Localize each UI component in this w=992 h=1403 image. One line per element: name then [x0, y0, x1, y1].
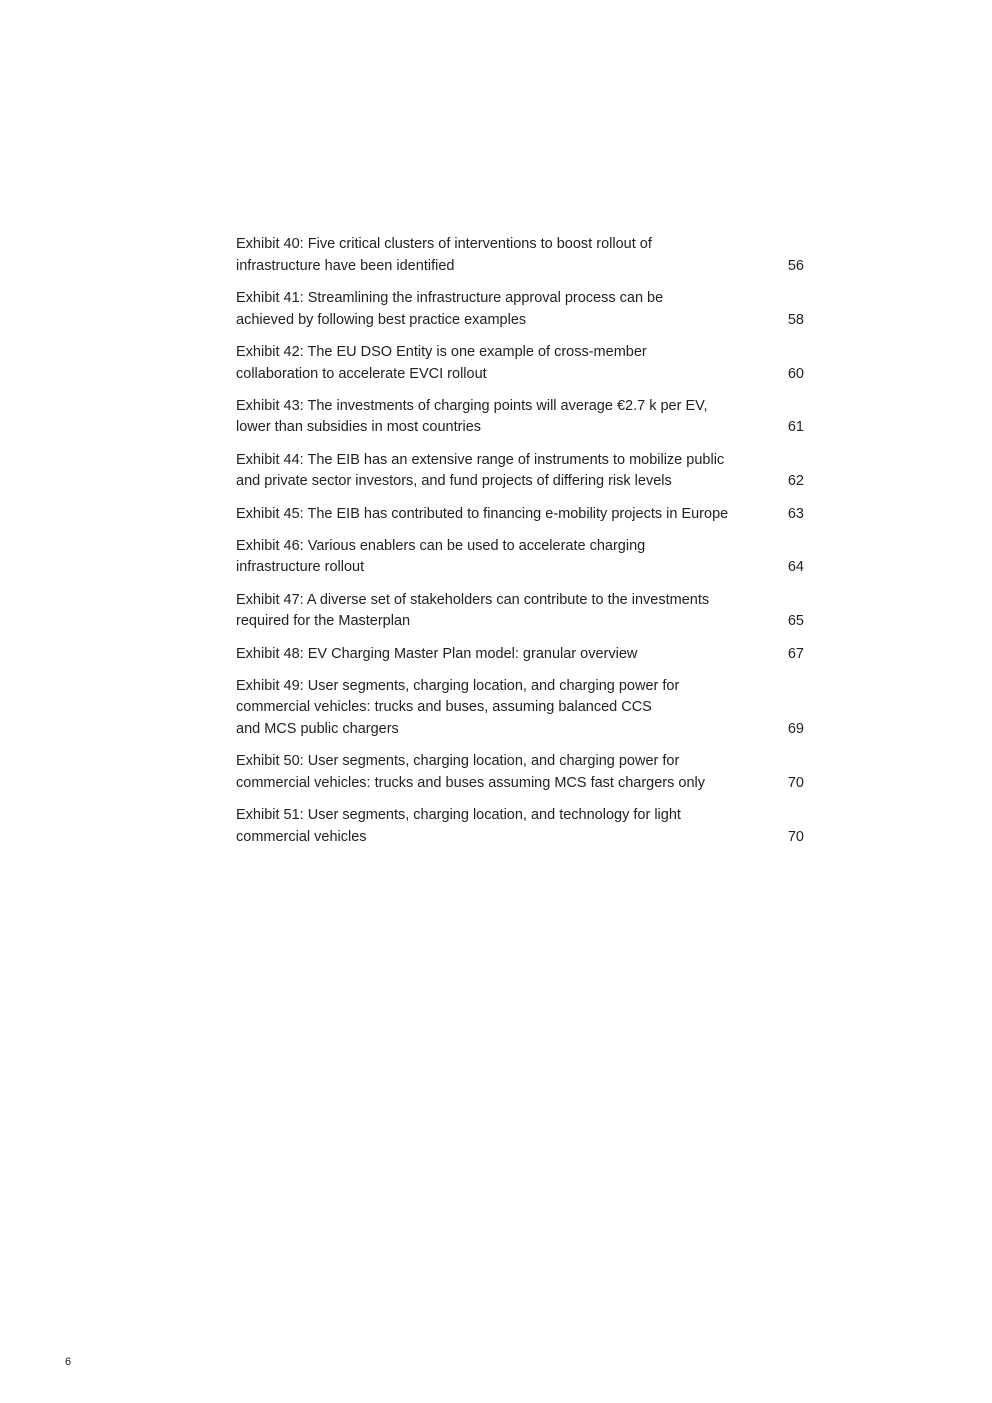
toc-entry-page-number: 70	[787, 775, 804, 792]
toc-entry-title-line: commercial vehicles	[236, 828, 367, 845]
toc-entry-title	[236, 396, 776, 439]
toc-entry-title	[236, 234, 776, 277]
toc-entry-title-line: Exhibit 47: A diverse set of stakeholders can contribute to the investments	[236, 591, 710, 608]
toc-entry-title	[236, 751, 776, 794]
toc-entry-page-number: 56	[787, 257, 804, 274]
toc-entry[interactable]	[236, 396, 804, 439]
toc-entry[interactable]	[236, 644, 804, 666]
toc-entry-page-number: 69	[787, 721, 804, 738]
toc-entry-title-line: commercial vehicles: trucks and buses, assuming balanced CCS	[236, 699, 652, 716]
toc-entry-page-number: 62	[787, 473, 804, 490]
toc-entry-title-line: Exhibit 41: Streamlining the infrastructure approval process can be	[236, 289, 664, 306]
toc-entry-title-line: Exhibit 46: Various enablers can be used to accelerate charging	[236, 537, 646, 554]
toc-entry-title	[236, 590, 776, 633]
toc-entry[interactable]	[236, 504, 804, 526]
toc-entry-title	[236, 288, 776, 331]
toc-entry-title-line: Exhibit 43: The investments of charging points will average €2.7 k per EV,	[236, 397, 708, 414]
page-number: 6	[65, 1356, 72, 1368]
toc-entry-title-line: achieved by following best practice examples	[236, 311, 527, 328]
toc-entry-title-line: Exhibit 45: The EIB has contributed to financing e-mobility projects in Europe	[236, 505, 729, 522]
toc-entry-title	[236, 504, 776, 526]
toc-entry-page-number: 60	[787, 365, 804, 382]
toc-entry-page-number: 63	[787, 505, 804, 522]
toc-entry[interactable]	[236, 536, 804, 579]
toc-entry-page-number: 61	[787, 419, 804, 436]
toc-entry-title-line: and MCS public chargers	[236, 721, 399, 738]
toc-entry-title	[236, 342, 776, 385]
toc-entry-title-line: and private sector investors, and fund projects of differing risk levels	[236, 473, 672, 490]
toc-entry-page-number: 64	[787, 559, 804, 576]
toc-entry-title-line: commercial vehicles: trucks and buses assuming MCS fast chargers only	[236, 775, 706, 792]
toc-entry-title-line: Exhibit 40: Five critical clusters of interventions to boost rollout of	[236, 236, 652, 252]
toc-entry-title	[236, 644, 776, 666]
toc-entry-title-line: Exhibit 50: User segments, charging location, and charging power for	[236, 753, 680, 770]
toc-entry-title-line: infrastructure rollout	[236, 559, 365, 576]
toc-entry-title	[236, 676, 776, 741]
toc-entry-title-line: Exhibit 48: EV Charging Master Plan model: granular overview	[236, 645, 638, 662]
toc-entry-title	[236, 536, 776, 579]
toc-entry[interactable]	[236, 288, 804, 331]
toc-entry-title-line: required for the Masterplan	[236, 613, 411, 630]
toc-entry-page-number: 70	[787, 828, 804, 845]
toc-entry-page-number: 65	[787, 613, 804, 630]
toc-entry-title-line: Exhibit 49: User segments, charging location, and charging power for	[236, 677, 680, 694]
toc-entry[interactable]	[236, 234, 804, 277]
toc-entry[interactable]	[236, 342, 804, 385]
toc-entry[interactable]	[236, 751, 804, 794]
toc-entry-title-line: Exhibit 42: The EU DSO Entity is one example of cross-member	[236, 343, 647, 360]
toc-entry[interactable]	[236, 590, 804, 633]
toc-entry-title-line: Exhibit 44: The EIB has an extensive range of instruments to mobilize public	[236, 451, 725, 468]
toc-entry[interactable]	[236, 676, 804, 741]
toc-entry-title	[236, 805, 776, 848]
toc-entry-title-line: lower than subsidies in most countries	[236, 419, 482, 436]
toc-entry-title-line: infrastructure have been identified	[236, 257, 455, 274]
toc-entry-page-number: 67	[787, 645, 804, 662]
table-of-exhibits	[236, 234, 804, 859]
toc-entry-title-line: collaboration to accelerate EVCI rollout	[236, 365, 487, 382]
toc-entry-title	[236, 450, 776, 493]
toc-entry[interactable]	[236, 450, 804, 493]
toc-entry-page-number: 58	[787, 311, 804, 328]
toc-entry[interactable]	[236, 805, 804, 848]
toc-entry-title-line: Exhibit 51: User segments, charging location, and technology for light	[236, 807, 681, 824]
